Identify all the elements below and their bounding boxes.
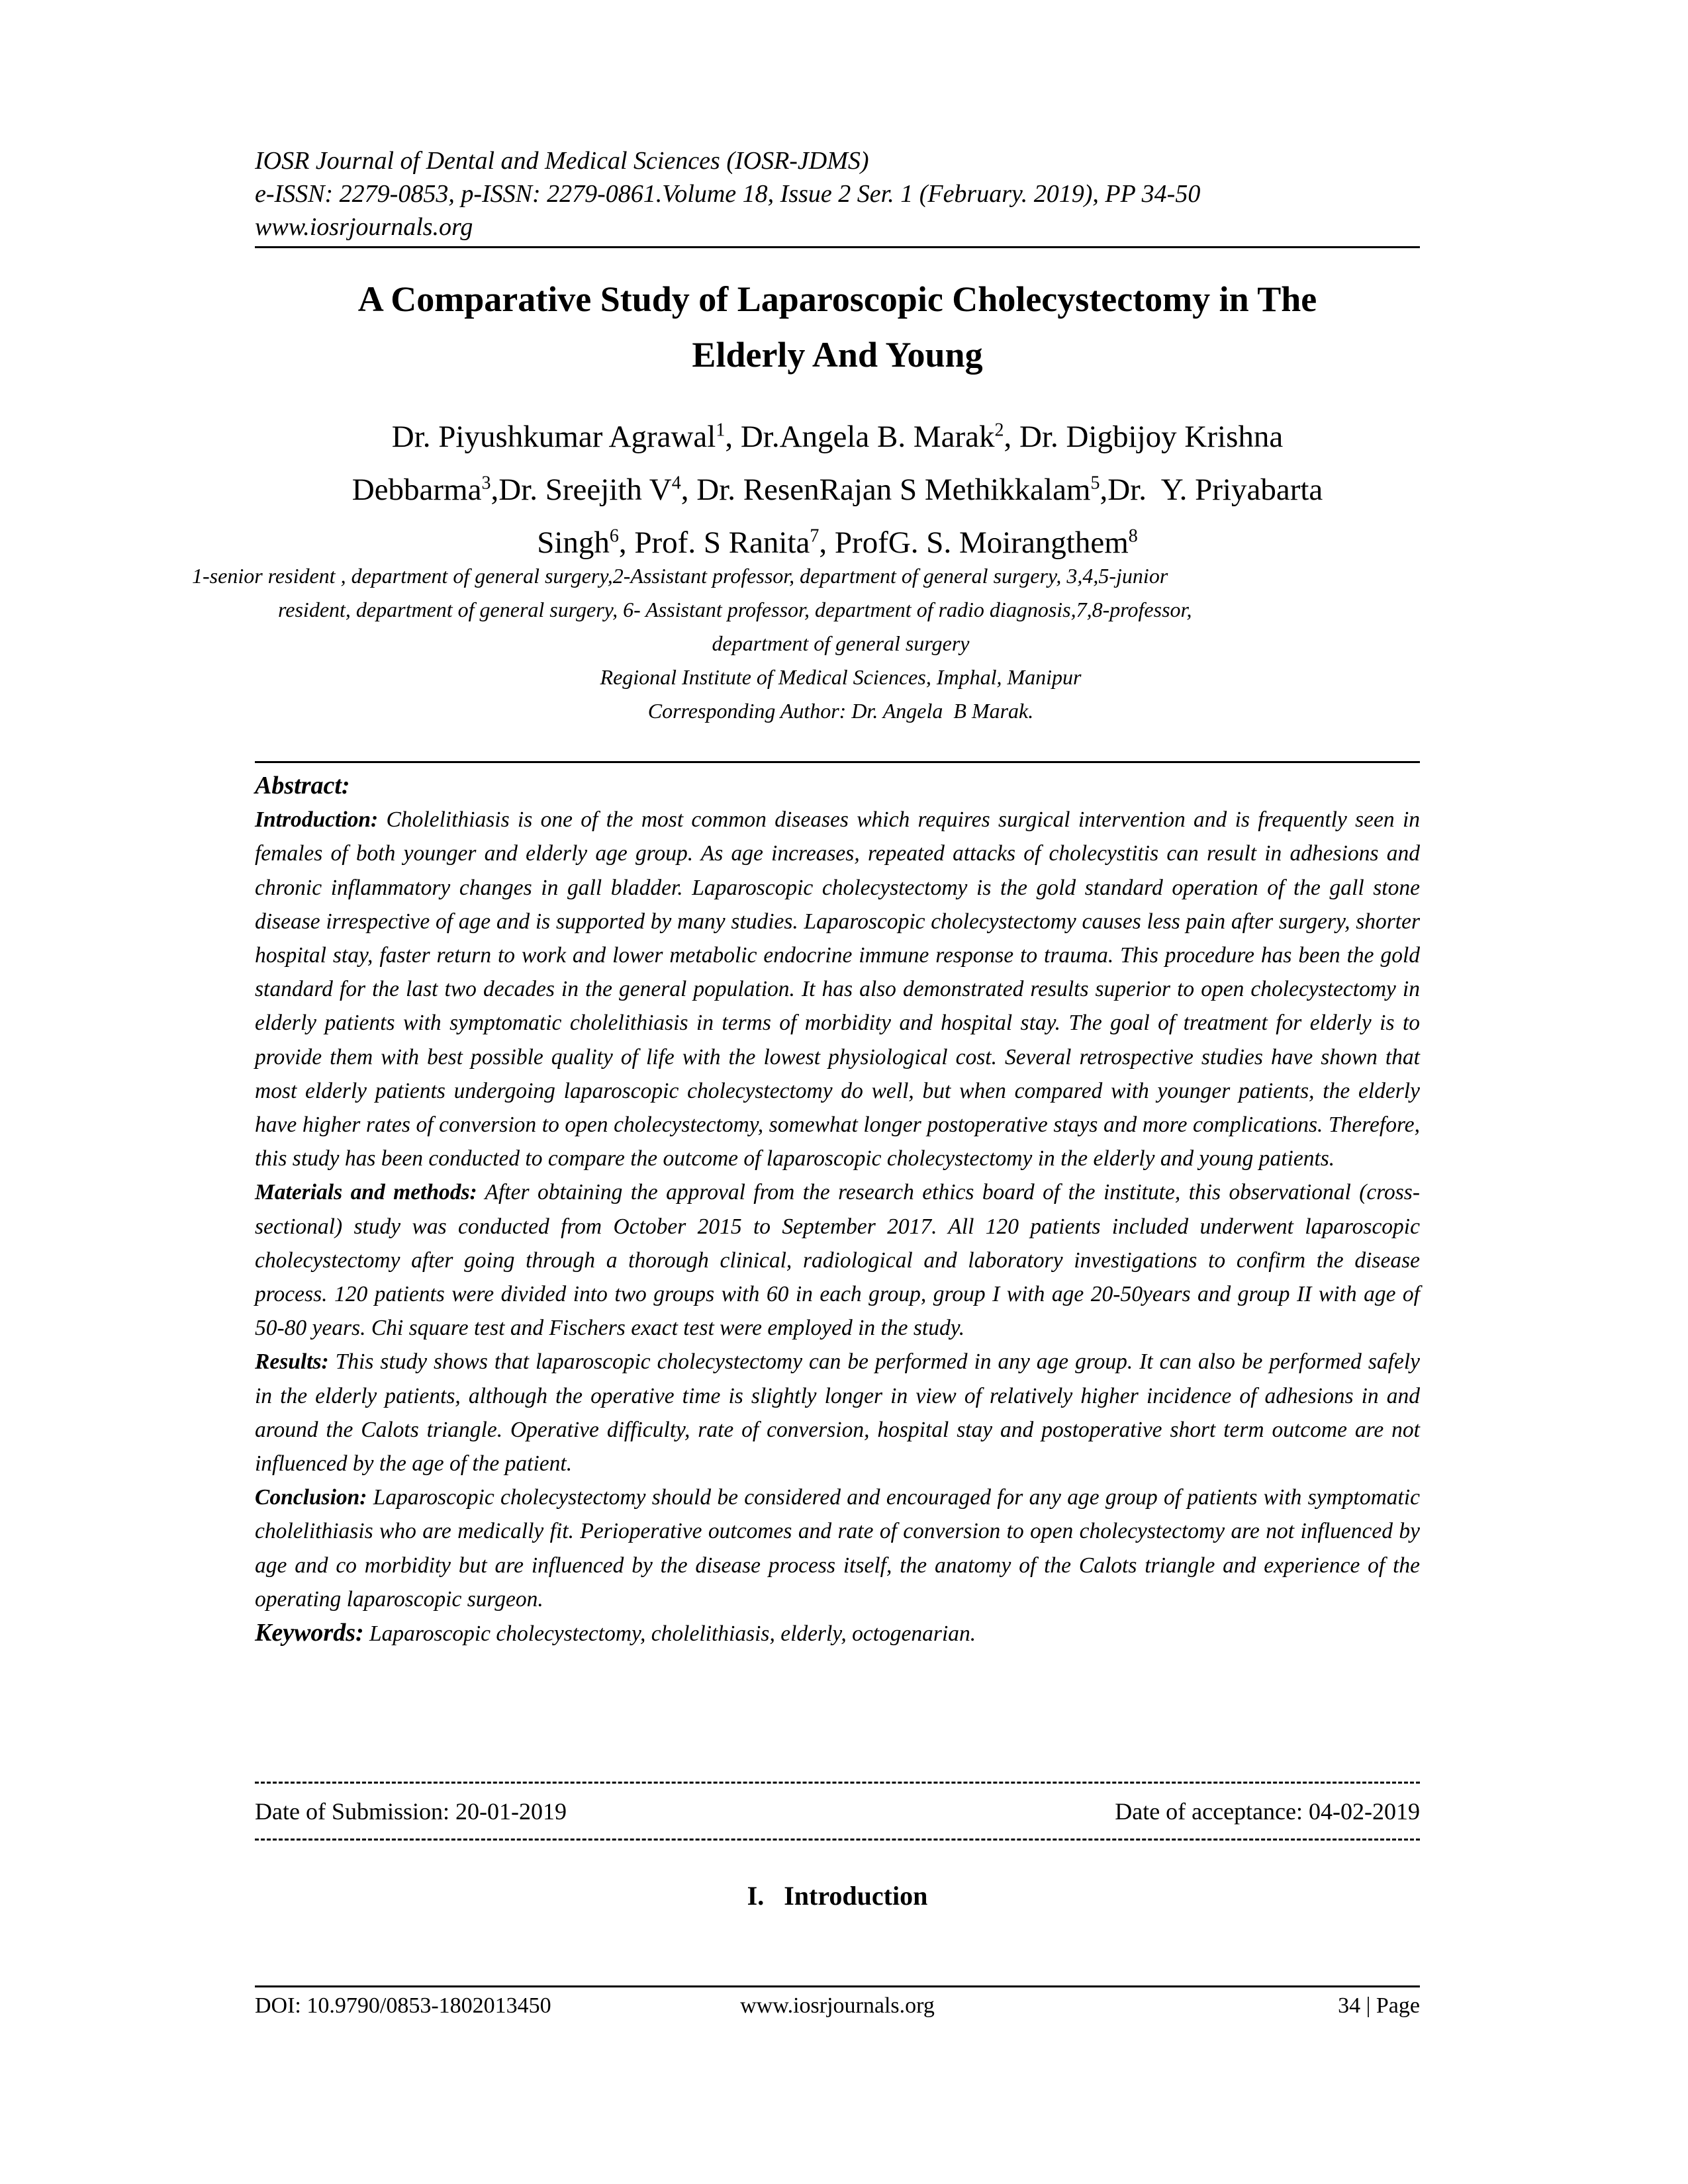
section-title: Introduction [784, 1881, 928, 1911]
title-line-1: A Comparative Study of Laparoscopic Cholecystectomy in The [357, 279, 1317, 319]
abstract-results [255, 1345, 1420, 1480]
author-list [255, 410, 1420, 569]
author-sup: 2 [994, 420, 1004, 441]
author-sup: 6 [609, 525, 619, 547]
introduction-label: Introduction: [255, 807, 379, 833]
institute: Regional Institute of Medical Sciences, Imphal, Manipur [600, 665, 1082, 689]
header-rule [255, 246, 1420, 248]
title-line-2: Elderly And Young [692, 335, 983, 375]
results-label: Results: [255, 1349, 329, 1375]
journal-header [255, 144, 1420, 244]
journal-issn: e-ISSN: 2279-0853, p-ISSN: 2279-0861.Volume 18, Issue 2 Ser. 1 (February. 2019), PP 34-50 [255, 180, 1201, 208]
conclusion-text: Laparoscopic cholecystectomy should be considered and encouraged for any age group of patients with symptomatic cholelithiasis who are medically fit. Perioperative outcomes and rate of conversion to open cholecystectomy are not influenced by age and co morbidity but are influenced by the disease process itself, the anatomy of the Calots triangle and experience of the operating laparoscopic surgeon. [255, 1485, 1420, 1612]
conclusion-label: Conclusion: [255, 1485, 367, 1510]
methods-text: After obtaining the approval from the research ethics board of the institute, this observational (cross-sectional) study was conducted from October 2015 to September 2017. All 120 patients included underwent laparoscopic cholecystectomy after going through a thorough clinical, radiological and laboratory investigations to confirm the disease process. 120 patients were divided into two groups with 60 in each group, group I with age 20-50years and group II with age of 50-80 years. Chi square test and Fischers exact test were employed in the study. [255, 1180, 1420, 1341]
abstract [255, 769, 1420, 1651]
page-footer [255, 1991, 1420, 2021]
footer-rule [255, 1985, 1420, 1987]
affiliation-line-2: resident, department of general surgery, 6- Assistant professor, department of radio diagnosis,7,8-professor, [278, 598, 1192, 621]
footer-website[interactable]: www.iosrjournals.org [740, 1993, 935, 2018]
corresponding-author: Corresponding Author: Dr. Angela B Marak. [647, 699, 1034, 723]
dates-row [255, 1795, 1420, 1828]
affiliation-line-1: 1-senior resident , department of general surgery,2-Assistant professor, department of general surgery, 3,4,5-junior [192, 564, 1168, 588]
abstract-conclusion [255, 1480, 1420, 1616]
results-text: This study shows that laparoscopic cholecystectomy can be performed in any age group. It can also be performed safely in the elderly patients, although the operative time is slightly longer in view of relatively higher incidence of adhesions in and around the Calots triangle. Operative difficulty, rate of conversion, hospital stay and postoperative short term outcome are not influenced by the age of the patient. [255, 1349, 1421, 1477]
author-line-2 [255, 463, 1420, 516]
author-name: Singh [537, 525, 610, 560]
section-heading [255, 1880, 1420, 1913]
section-number: I. [747, 1881, 765, 1911]
author-name: , Dr. ResenRajan S Methikkalam [680, 473, 1091, 507]
author-sup: 1 [716, 420, 726, 441]
footer-doi: DOI: 10.9790/0853-1802013450 [255, 1993, 551, 2018]
submission-date: Date of Submission: 20-01-2019 [255, 1798, 567, 1825]
author-sup: 5 [1090, 473, 1100, 494]
author-name: ,Dr. Y. Priyabarta [1100, 473, 1323, 507]
acceptance-date: Date of acceptance: 04-02-2019 [1115, 1798, 1420, 1825]
abstract-introduction [255, 803, 1420, 1175]
abstract-rule [255, 761, 1420, 763]
author-sup: 8 [1128, 525, 1138, 547]
journal-website[interactable]: www.iosrjournals.org [255, 213, 473, 241]
footer-page-number: 34 | Page [1338, 1993, 1420, 2018]
author-name: , Dr.Angela B. Marak [725, 420, 995, 454]
dashed-divider-top [255, 1782, 1420, 1784]
author-sup: 3 [481, 473, 491, 494]
author-line-1 [255, 410, 1420, 463]
affiliations [185, 559, 1496, 728]
abstract-heading: Abstract: [255, 772, 350, 799]
paper-title [255, 271, 1420, 383]
author-name: Debbarma [352, 473, 482, 507]
abstract-methods [255, 1175, 1420, 1345]
author-sup: 4 [671, 473, 681, 494]
abstract-keywords [255, 1616, 1420, 1651]
keywords-text: Laparoscopic cholecystectomy, cholelithiasis, elderly, octogenarian. [369, 1621, 976, 1647]
author-name: , Dr. Digbijoy Krishna [1004, 420, 1284, 454]
author-name: Dr. Piyushkumar Agrawal [391, 420, 716, 454]
author-name: , ProfG. S. Moirangthem [819, 525, 1129, 560]
journal-name: IOSR Journal of Dental and Medical Sciences (IOSR-JDMS) [255, 147, 869, 175]
introduction-text: Cholelithiasis is one of the most common diseases which requires surgical intervention and is frequently seen in females of both younger and elderly age group. As age increases, repeated attacks of cholecystitis can result in adhesions and chronic inflammatory changes in gall bladder. Laparoscopic cholecystectomy is the gold standard operation of the gall stone disease irrespective of age and is supported by many studies. Laparoscopic cholecystectomy causes less pain after surgery, shorter hospital stay, faster return to work and lower metabolic endocrine immune response to trauma. This procedure has been the gold standard for the last two decades in the general population. It has also demonstrated results superior to open cholecystectomy in elderly patients with symptomatic cholelithiasis in terms of morbidity and hospital stay. The goal of treatment for elderly is to provide them with best possible quality of life with the lowest physiological cost. Several retrospective studies have shown that most elderly patients undergoing laparoscopic cholecystectomy do well, but when compared with younger patients, the elderly have higher rates of conversion to open cholecystectomy, somewhat longer postoperative stays and more complications. Therefore, this study has been conducted to compare the outcome of laparoscopic cholecystectomy in the elderly and young patients. [255, 807, 1421, 1171]
dashed-divider-bottom [255, 1839, 1420, 1841]
methods-label: Materials and methods: [255, 1180, 477, 1205]
author-name: ,Dr. Sreejith V [491, 473, 672, 507]
affiliation-line-3: department of general surgery [712, 631, 970, 655]
author-name: , Prof. S Ranita [618, 525, 810, 560]
author-sup: 7 [810, 525, 820, 547]
keywords-label: Keywords: [255, 1619, 364, 1647]
